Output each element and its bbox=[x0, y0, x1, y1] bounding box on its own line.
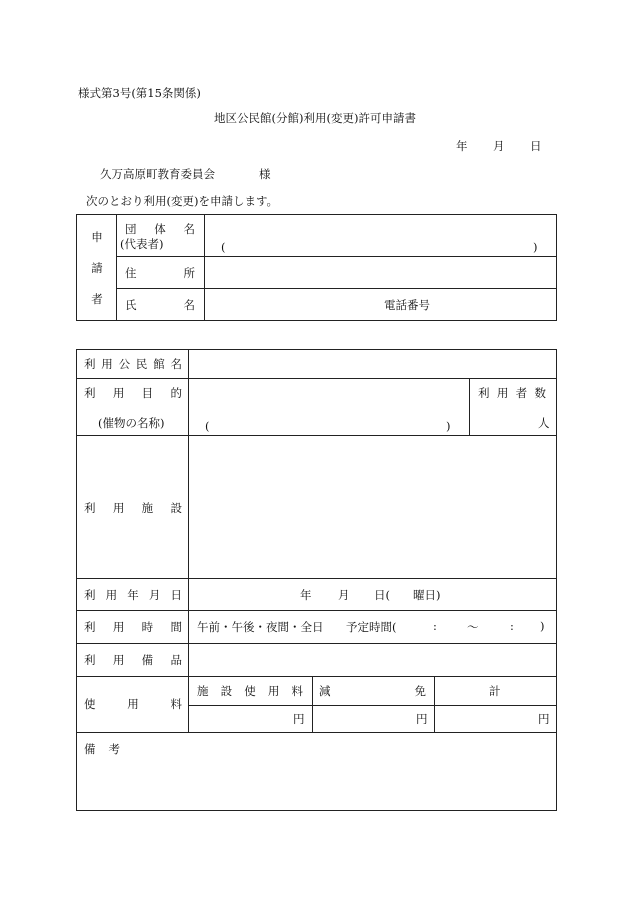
addressee-honorific: 様 bbox=[259, 167, 271, 181]
applicant-side-label: 申 請 者 bbox=[91, 230, 103, 306]
total-yen: 円 bbox=[538, 712, 550, 726]
purpose-label: 利 用 目 的 bbox=[84, 386, 182, 400]
date-day: 日 bbox=[530, 139, 542, 153]
remarks-field[interactable] bbox=[78, 758, 555, 810]
facility-fee-yen: 円 bbox=[293, 712, 305, 726]
name-phone-field[interactable] bbox=[206, 290, 555, 319]
users-count-field[interactable] bbox=[471, 403, 533, 433]
fee-label: 使 用 料 bbox=[84, 697, 182, 711]
facility-label: 利 用 施 設 bbox=[84, 501, 182, 515]
facility-fee-label: 施 設 使 用 料 bbox=[197, 684, 303, 698]
time-start-colon: : bbox=[433, 619, 437, 633]
hall-name-field[interactable] bbox=[190, 351, 555, 377]
event-paren-open: ( bbox=[205, 419, 210, 433]
phone-label: 電話番号 bbox=[384, 298, 430, 312]
intro-text: 次のとおり利用(変更)を申請します。 bbox=[86, 194, 279, 208]
usage-date-field[interactable] bbox=[190, 580, 555, 609]
facility-fee-field[interactable] bbox=[190, 707, 290, 731]
address-label: 住 所 bbox=[125, 266, 195, 280]
usage-time-field[interactable] bbox=[190, 612, 555, 642]
usage-date-label: 利 用 年 月 日 bbox=[84, 588, 182, 602]
date-year: 年 bbox=[456, 139, 468, 153]
facility-field[interactable] bbox=[190, 437, 555, 577]
org-name-label: 団 体 名 bbox=[125, 222, 195, 236]
representative-label: (代表者) bbox=[120, 237, 164, 251]
name-label: 氏 名 bbox=[125, 298, 195, 312]
usage-date-year: 年 bbox=[300, 588, 312, 602]
usage-date-month: 月 bbox=[338, 588, 350, 602]
event-name-label: (催物の名称) bbox=[98, 416, 165, 430]
equipment-field[interactable] bbox=[190, 645, 555, 675]
rep-paren-open: ( bbox=[221, 240, 226, 254]
exemption-field[interactable] bbox=[314, 707, 412, 731]
time-options: 午前・午後・夜間・全日 bbox=[197, 620, 324, 634]
equipment-label: 利 用 備 品 bbox=[84, 653, 182, 667]
remarks-label: 備 考 bbox=[84, 742, 120, 756]
form-number: 様式第3号(第15条関係) bbox=[78, 86, 201, 100]
time-close: ) bbox=[540, 619, 545, 633]
total-label: 計 bbox=[489, 684, 501, 698]
time-tilde: 〜 bbox=[467, 620, 479, 634]
form-title: 地区公民館(分館)利用(変更)許可申請書 bbox=[214, 111, 416, 125]
users-unit: 人 bbox=[538, 416, 550, 430]
usage-date-day: 日( bbox=[374, 588, 390, 602]
exemption-yen: 円 bbox=[416, 712, 428, 726]
event-paren-close: ) bbox=[446, 419, 451, 433]
total-field[interactable] bbox=[436, 707, 534, 731]
addressee-name: 久万高原町教育委員会 bbox=[100, 167, 215, 181]
purpose-field[interactable] bbox=[190, 380, 467, 434]
exemption-label: 減 免 bbox=[319, 684, 426, 698]
rep-paren-close: ) bbox=[533, 240, 538, 254]
usage-time-label: 利 用 時 間 bbox=[84, 620, 182, 634]
address-field[interactable] bbox=[206, 258, 555, 287]
time-planned-label: 予定時間( bbox=[346, 620, 397, 634]
org-name-field[interactable] bbox=[206, 216, 555, 255]
date-month: 月 bbox=[493, 139, 505, 153]
hall-name-label: 利 用 公 民 館 名 bbox=[84, 357, 182, 371]
usage-date-weekday: 曜日) bbox=[413, 588, 441, 602]
users-count-label: 利 用 者 数 bbox=[478, 386, 546, 400]
time-end-colon: : bbox=[510, 619, 514, 633]
